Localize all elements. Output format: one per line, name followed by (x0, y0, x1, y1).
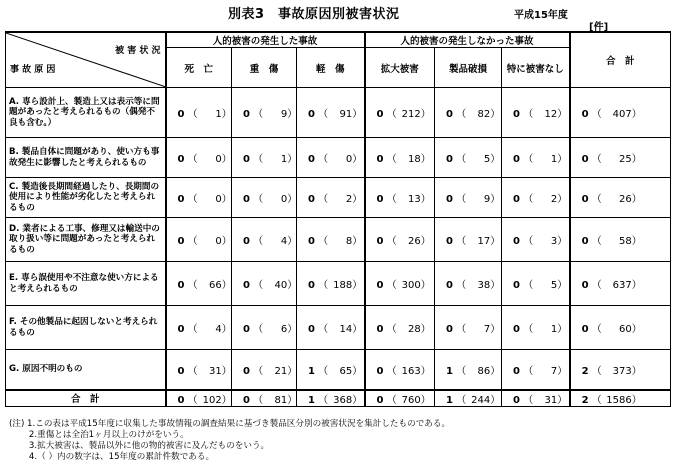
year-count: 0 (581, 236, 589, 247)
year-count: 0 (513, 154, 521, 165)
cumulative-count: 373 (612, 365, 632, 377)
table-row (6, 138, 671, 178)
count-cell: 0 （ 1） (166, 88, 232, 138)
page-title: 別表3 事故原因別被害状況 (228, 7, 400, 22)
count-cell: 1 （ 65） (297, 350, 365, 390)
cumulative-count: 0 (280, 194, 288, 205)
count-cell: 0 （ 6） (232, 306, 297, 350)
count-cell: 1 （ 244） (435, 390, 502, 407)
count-cell: 0 （ 91） (297, 88, 365, 138)
year-count: 0 (177, 109, 185, 120)
year-count: 1 (446, 394, 454, 406)
year-count: 0 (308, 154, 315, 165)
count-cell: 0 （ 40） (232, 262, 297, 306)
year-count: 0 (446, 280, 454, 291)
count-cell: 0 （ 82） (435, 88, 502, 138)
column-header: 拡大被害 (365, 48, 435, 88)
unit-label: [件] (589, 22, 609, 33)
cause-label: D. 業者による工事、修理又は輸送中の取り扱い等に問題があったと考えられるもの (6, 218, 166, 262)
count-cell: 0 （ 21） (232, 350, 297, 390)
cumulative-count: 1 (550, 154, 558, 165)
cumulative-count: 9 (280, 109, 288, 120)
year-count: 0 (376, 154, 384, 165)
corner-damage-label: 被 害 状 況 (115, 46, 161, 56)
year-count: 0 (243, 324, 250, 335)
cumulative-count: 86 (477, 365, 491, 377)
cumulative-count: 65 (339, 365, 353, 377)
cumulative-count: 13 (407, 194, 421, 205)
cumulative-count: 1 (215, 109, 222, 120)
cumulative-count: 212 (401, 109, 421, 120)
cumulative-count: 1 (280, 154, 288, 165)
year-count: 0 (376, 324, 384, 335)
count-cell: 0 （ 3） (502, 218, 570, 262)
count-cell: 0 （ 26） (365, 218, 435, 262)
table-row (6, 88, 671, 138)
count-cell: 0 （ 0） (166, 218, 232, 262)
cumulative-count: 1586 (606, 394, 632, 406)
year-count: 0 (446, 194, 454, 205)
year-count: 0 (243, 154, 250, 165)
year-count: 1 (446, 365, 454, 377)
notes (9, 419, 450, 463)
year-count: 0 (513, 394, 521, 406)
table-row (6, 218, 671, 262)
year-count: 0 (513, 280, 521, 291)
sum-row (6, 390, 671, 407)
cumulative-count: 7 (483, 324, 491, 335)
year-count: 0 (308, 324, 315, 335)
year-count: 1 (308, 365, 315, 377)
cause-label: C. 製造後長期間経過したり、長期間の使用により性能が劣化したと考えられるもの (6, 178, 166, 218)
column-header: 特に被害なし (502, 48, 570, 88)
year-count: 0 (243, 109, 250, 120)
fiscal-year-label: 平成15年度 (514, 10, 568, 21)
cumulative-count: 5 (483, 154, 491, 165)
count-cell: 0 （ 31） (502, 390, 570, 407)
count-cell: 0 （ 14） (297, 306, 365, 350)
count-cell: 0 （ 81） (232, 390, 297, 407)
cumulative-count: 0 (215, 236, 222, 247)
sum-label: 合 計 (6, 390, 166, 407)
count-cell: 0 （ 38） (435, 262, 502, 306)
corner-header (6, 32, 166, 88)
year-count: 0 (581, 194, 589, 205)
year-count: 0 (177, 365, 185, 377)
year-count: 0 (446, 324, 454, 335)
year-count: 0 (177, 394, 185, 406)
cumulative-count: 14 (339, 324, 353, 335)
year-count: 0 (581, 154, 589, 165)
year-count: 0 (243, 365, 250, 377)
cause-label: E. 専ら誤使用や不注意な使い方によると考えられるもの (6, 262, 166, 306)
cumulative-count: 1 (550, 324, 558, 335)
column-header: 製品破損 (435, 48, 502, 88)
count-cell: 0 （ 0） (297, 138, 365, 178)
year-count: 0 (376, 394, 384, 406)
note-line: (注) 1.この表は平成15年度に収集した事故情報の調査結果に基づき製品区分別の被害状況を集計したものである。 (9, 419, 451, 429)
count-cell: 0 （ 17） (435, 218, 502, 262)
year-count: 0 (376, 109, 384, 120)
year-count: 1 (308, 394, 315, 406)
year-count: 0 (376, 194, 384, 205)
count-cell: 0 （ 2） (502, 178, 570, 218)
column-header: 軽 傷 (297, 48, 365, 88)
cumulative-count: 18 (407, 154, 421, 165)
year-count: 0 (376, 365, 384, 377)
count-cell: 0 （ 8） (297, 218, 365, 262)
cumulative-count: 4 (215, 324, 222, 335)
cumulative-count: 91 (339, 109, 353, 120)
count-cell: 0 （ 163） (365, 350, 435, 390)
column-header: 死 亡 (166, 48, 232, 88)
cause-label: G. 原因不明のもの (6, 350, 166, 390)
cumulative-count: 2 (345, 194, 353, 205)
count-cell: 0 （ 9） (232, 88, 297, 138)
count-cell: 0 （ 13） (365, 178, 435, 218)
year-count: 2 (581, 365, 589, 377)
cumulative-count: 81 (274, 394, 288, 406)
year-count: 0 (513, 194, 521, 205)
count-cell: 0 （ 300） (365, 262, 435, 306)
count-cell: 0 （ 31） (166, 350, 232, 390)
cumulative-count: 38 (477, 280, 491, 291)
count-cell: 0 （ 66） (166, 262, 232, 306)
count-cell: 0 （ 0） (166, 178, 232, 218)
year-count: 0 (446, 109, 454, 120)
column-header: 重 傷 (232, 48, 297, 88)
year-count: 0 (446, 236, 454, 247)
year-count: 0 (243, 194, 250, 205)
year-count: 0 (243, 236, 250, 247)
year-count: 0 (177, 194, 185, 205)
year-count: 0 (513, 236, 521, 247)
count-cell: 0 （ 0） (166, 138, 232, 178)
count-cell: 0 （ 2） (297, 178, 365, 218)
note-line: 2.重傷とは全治1ヶ月以上のけがをいう。 (9, 430, 189, 440)
corner-cause-label: 事 故 原 因 (10, 65, 56, 75)
year-count: 0 (243, 394, 250, 406)
count-cell: 0 （ 188） (297, 262, 365, 306)
cumulative-count: 188 (333, 280, 353, 291)
count-cell: 0 （ 4） (166, 306, 232, 350)
cumulative-count: 26 (618, 194, 632, 205)
year-count: 0 (308, 109, 315, 120)
cumulative-count: 26 (407, 236, 421, 247)
cause-label: B. 製品自体に問題があり、使い方も事故発生に影響したと考えられるもの (6, 138, 166, 178)
year-count: 0 (177, 280, 185, 291)
cumulative-count: 17 (477, 236, 491, 247)
year-count: 0 (376, 236, 384, 247)
year-count: 0 (513, 324, 521, 335)
count-cell: 0 （ 760） (365, 390, 435, 407)
cumulative-count: 102 (202, 394, 222, 406)
year-count: 2 (581, 394, 589, 406)
table-row (6, 262, 671, 306)
cumulative-count: 0 (345, 154, 353, 165)
cumulative-count: 0 (215, 194, 222, 205)
cumulative-count: 9 (483, 194, 491, 205)
year-count: 0 (581, 109, 589, 120)
count-cell: 2 （ 1586） (570, 390, 671, 407)
count-cell: 0 （ 1） (502, 306, 570, 350)
year-count: 0 (177, 324, 185, 335)
cumulative-count: 5 (550, 280, 558, 291)
cumulative-count: 300 (401, 280, 421, 291)
count-cell: 0 （ 212） (365, 88, 435, 138)
year-count: 0 (308, 280, 315, 291)
table-row (6, 306, 671, 350)
total-header: 合 計 (570, 32, 671, 88)
cumulative-count: 407 (612, 109, 632, 120)
damage-table (5, 31, 671, 407)
count-cell: 0 （ 26） (570, 178, 671, 218)
cumulative-count: 163 (401, 365, 421, 377)
year-count: 0 (513, 365, 521, 377)
table-row (6, 178, 671, 218)
note-line: 3.拡大被害は、製品以外に他の物的被害に及んだものをいう。 (9, 441, 270, 451)
count-cell: 1 （ 368） (297, 390, 365, 407)
cause-label: F. その他製品に起因しないと考えられるもの (6, 306, 166, 350)
count-cell: 0 （ 102） (166, 390, 232, 407)
count-cell: 0 （ 1） (232, 138, 297, 178)
year-count: 0 (376, 280, 384, 291)
count-cell: 0 （ 4） (232, 218, 297, 262)
year-count: 0 (243, 280, 250, 291)
count-cell: 0 （ 9） (435, 178, 502, 218)
count-cell: 0 （ 407） (570, 88, 671, 138)
count-cell: 0 （ 58） (570, 218, 671, 262)
cumulative-count: 60 (618, 324, 632, 335)
count-cell: 0 （ 637） (570, 262, 671, 306)
count-cell: 0 （ 12） (502, 88, 570, 138)
cumulative-count: 0 (215, 154, 222, 165)
group-human-header: 人的被害の発生した事故 (166, 32, 365, 48)
cumulative-count: 760 (401, 394, 421, 406)
cumulative-count: 25 (618, 154, 632, 165)
cumulative-count: 31 (208, 365, 222, 377)
cumulative-count: 8 (345, 236, 353, 247)
cumulative-count: 58 (618, 236, 632, 247)
cumulative-count: 40 (274, 280, 288, 291)
cumulative-count: 637 (612, 280, 632, 291)
count-cell: 0 （ 1） (502, 138, 570, 178)
year-count: 0 (446, 154, 454, 165)
cumulative-count: 3 (550, 236, 558, 247)
count-cell: 0 （ 5） (502, 262, 570, 306)
count-cell: 0 （ 60） (570, 306, 671, 350)
cumulative-count: 21 (274, 365, 288, 377)
cumulative-count: 4 (280, 236, 288, 247)
count-cell: 0 （ 0） (232, 178, 297, 218)
note-line: 4.（ ）内の数字は、15年度の累計件数である。 (9, 452, 215, 462)
count-cell: 0 （ 28） (365, 306, 435, 350)
year-count: 0 (513, 109, 521, 120)
group-nonhuman-header: 人的被害の発生しなかった事故 (365, 32, 570, 48)
cause-label: A. 専ら設計上、製造上又は表示等に問題があったと考えられるもの（偶発不良も含む。） (6, 88, 166, 138)
cumulative-count: 7 (550, 365, 558, 377)
cumulative-count: 28 (407, 324, 421, 335)
cumulative-count: 12 (544, 109, 558, 120)
count-cell: 0 （ 25） (570, 138, 671, 178)
year-count: 0 (308, 194, 315, 205)
cumulative-count: 368 (333, 394, 353, 406)
cumulative-count: 2 (550, 194, 558, 205)
cumulative-count: 244 (471, 394, 491, 406)
cumulative-count: 6 (280, 324, 288, 335)
table-row (6, 350, 671, 390)
year-count: 0 (177, 236, 185, 247)
year-count: 0 (177, 154, 185, 165)
year-count: 0 (581, 280, 589, 291)
count-cell: 0 （ 5） (435, 138, 502, 178)
cumulative-count: 82 (477, 109, 491, 120)
cumulative-count: 31 (544, 394, 558, 406)
count-cell: 0 （ 18） (365, 138, 435, 178)
count-cell: 0 （ 7） (502, 350, 570, 390)
year-count: 0 (581, 324, 589, 335)
year-count: 0 (308, 236, 315, 247)
count-cell: 0 （ 7） (435, 306, 502, 350)
cumulative-count: 66 (208, 280, 222, 291)
count-cell: 1 （ 86） (435, 350, 502, 390)
count-cell: 2 （ 373） (570, 350, 671, 390)
